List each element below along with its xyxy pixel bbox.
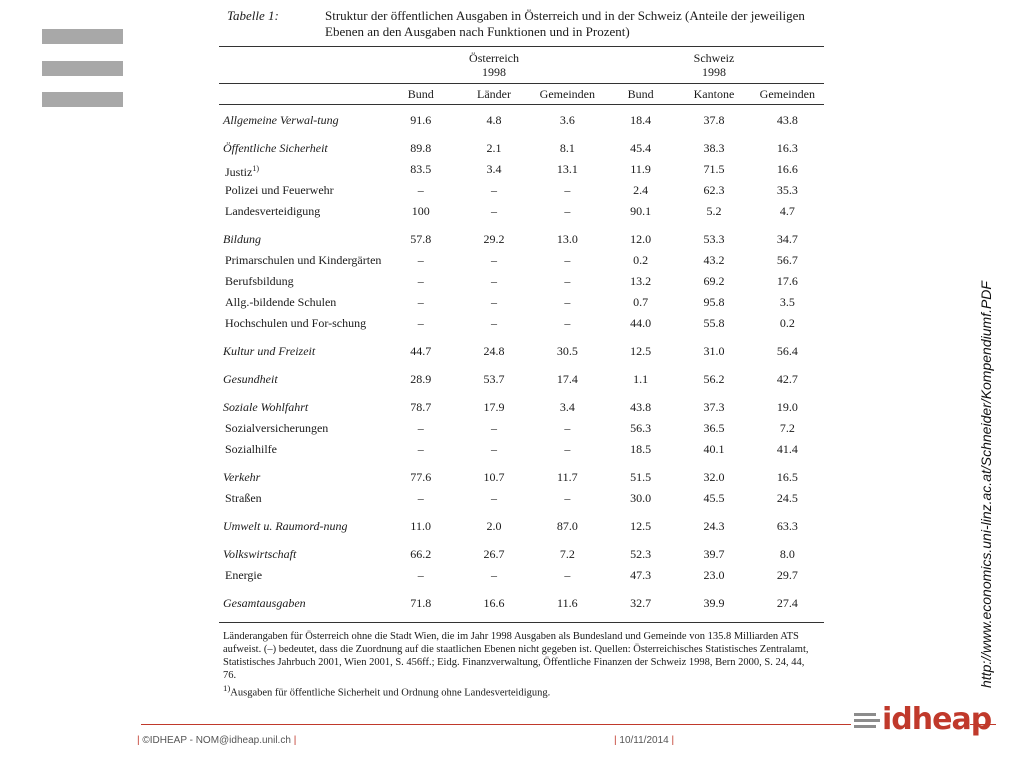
column-header: Bund bbox=[604, 84, 677, 105]
table-cell: 56.3 bbox=[630, 421, 652, 435]
table-cell: 13.0 bbox=[556, 232, 578, 246]
footnote-ref: 1) bbox=[252, 164, 260, 173]
table-cell: – bbox=[564, 274, 571, 288]
table-cell: 51.5 bbox=[630, 470, 652, 484]
menu-bar-1 bbox=[42, 29, 123, 44]
table-cell: 4.8 bbox=[486, 113, 502, 127]
row-label bbox=[219, 336, 384, 364]
table-cell: 31.0 bbox=[703, 344, 725, 358]
group-header-austria bbox=[384, 47, 604, 84]
table-row bbox=[219, 588, 824, 623]
row-label bbox=[219, 315, 384, 336]
table-cell: 45.4 bbox=[630, 141, 652, 155]
swiss-year: 1998 bbox=[702, 65, 726, 79]
table-cell: 1.1 bbox=[633, 372, 649, 386]
row-label bbox=[219, 105, 384, 134]
table-row bbox=[219, 490, 824, 511]
row-label-text: Energie bbox=[225, 568, 263, 582]
table-cell: 24.5 bbox=[776, 491, 798, 505]
table-cell: 55.8 bbox=[703, 316, 725, 330]
table-cell: 53.7 bbox=[483, 372, 505, 386]
table-cell: 30.0 bbox=[630, 491, 652, 505]
column-header: Gemeinden bbox=[751, 84, 824, 105]
table-cell: 83.5 bbox=[410, 162, 432, 176]
column-header: Gemeinden bbox=[531, 84, 604, 105]
column-header: Kantone bbox=[677, 84, 750, 105]
table-cell: 56.7 bbox=[776, 253, 798, 267]
row-label bbox=[219, 203, 384, 224]
table-cell: – bbox=[564, 253, 571, 267]
table-cell: – bbox=[564, 568, 571, 582]
table-body bbox=[219, 105, 824, 623]
row-label-text: Hochschulen und For-schung bbox=[225, 316, 367, 330]
table-cell: 89.8 bbox=[410, 141, 432, 155]
table-cell: 29.2 bbox=[483, 232, 505, 246]
table-cell: 77.6 bbox=[410, 470, 432, 484]
table-row bbox=[219, 161, 824, 182]
table-cell: 12.5 bbox=[630, 344, 652, 358]
table-cell: – bbox=[564, 183, 571, 197]
row-label-text: Polizei und Feuerwehr bbox=[225, 183, 334, 197]
row-label bbox=[219, 364, 384, 392]
row-label-text: Sozialhilfe bbox=[225, 442, 277, 456]
header-corner bbox=[219, 47, 384, 84]
table-cell: 37.8 bbox=[703, 113, 725, 127]
table-cell: 0.2 bbox=[633, 253, 649, 267]
expenditure-table bbox=[219, 46, 824, 623]
table-cell: 24.8 bbox=[483, 344, 505, 358]
table-cell: – bbox=[491, 421, 498, 435]
row-label-text: Bildung bbox=[223, 232, 261, 246]
table-cell: 7.2 bbox=[559, 547, 575, 561]
row-label bbox=[219, 294, 384, 315]
table-container bbox=[219, 8, 824, 700]
table-cell: – bbox=[417, 295, 424, 309]
table-cell: 39.9 bbox=[677, 588, 750, 623]
table-cell: 2.1 bbox=[486, 141, 502, 155]
table-cell: 28.9 bbox=[410, 372, 432, 386]
row-label bbox=[219, 567, 384, 588]
table-cell: 42.7 bbox=[776, 372, 798, 386]
table-cell: 16.6 bbox=[457, 588, 530, 623]
header-label-column bbox=[219, 84, 384, 105]
table-cell: 78.7 bbox=[410, 400, 432, 414]
table-cell: 16.3 bbox=[776, 141, 798, 155]
table-cell: 43.8 bbox=[776, 113, 798, 127]
table-row bbox=[219, 294, 824, 315]
row-label-text: Allgemeine Verwal-tung bbox=[223, 113, 339, 127]
table-row bbox=[219, 203, 824, 224]
table-cell: 10.7 bbox=[483, 470, 505, 484]
table-cell: 23.0 bbox=[703, 568, 725, 582]
table-row bbox=[219, 462, 824, 490]
table-cell: 44.0 bbox=[630, 316, 652, 330]
caption-text: Struktur der öffentlichen Ausgaben in Österreich und in der Schweiz (Anteile der jeweiligen Ebenen an den Ausgaben nach Funktionen und in Prozent) bbox=[325, 8, 805, 39]
table-row bbox=[219, 182, 824, 203]
table-cell: 32.7 bbox=[604, 588, 677, 623]
table-cell: 11.6 bbox=[531, 588, 604, 623]
table-cell: 35.3 bbox=[776, 183, 798, 197]
table-cell: 0.7 bbox=[633, 295, 649, 309]
table-cell: 87.0 bbox=[556, 519, 578, 533]
table-cell: 63.3 bbox=[776, 519, 798, 533]
table-cell: 2.0 bbox=[486, 519, 502, 533]
footnote-text: Länderangaben für Österreich ohne die Stadt Wien, die im Jahr 1998 Ausgaben als Bundesland und Gemeinde von 135.8 Milliarden ATS aufweist. (–) bedeutet, dass die Zuordnung auf die staatlichen Ebenen nicht gegeben ist. Quellen: Österreichisches Statistisches Zentralamt, Statistisches Jahrbuch 2001, Wien 2001, S. 456ff.; Eidg. Finanzverwaltung, Öffentliche Finanzen der Schweiz 1998, Bern 2000, S. 24, 44, 76. bbox=[223, 631, 809, 681]
row-label bbox=[219, 392, 384, 420]
table-row bbox=[219, 336, 824, 364]
table-cell: – bbox=[491, 316, 498, 330]
table-cell: 0.2 bbox=[779, 316, 795, 330]
table-cell: – bbox=[491, 442, 498, 456]
table-cell: 37.3 bbox=[703, 400, 725, 414]
table-cell: 13.1 bbox=[556, 162, 578, 176]
table-cell: 90.1 bbox=[630, 204, 652, 218]
pipe-separator: | bbox=[614, 735, 617, 746]
table-cell: 17.4 bbox=[556, 372, 578, 386]
table-cell: 11.7 bbox=[557, 470, 578, 484]
table-cell: 18.5 bbox=[630, 442, 652, 456]
row-label bbox=[219, 462, 384, 490]
table-cell: 47.3 bbox=[630, 568, 652, 582]
footer-divider bbox=[141, 724, 851, 725]
table-cell: – bbox=[417, 568, 424, 582]
table-cell: 16.5 bbox=[776, 470, 798, 484]
table-cell: 19.0 bbox=[776, 400, 798, 414]
row-label bbox=[219, 161, 384, 182]
row-label-text: Volkswirtschaft bbox=[223, 547, 297, 561]
table-cell: 38.3 bbox=[703, 141, 725, 155]
table-cell: 44.7 bbox=[410, 344, 432, 358]
pipe-separator: | bbox=[671, 735, 675, 746]
table-cell: 13.2 bbox=[630, 274, 652, 288]
pipe-separator: | bbox=[293, 735, 297, 746]
row-label bbox=[219, 133, 384, 161]
table-cell: 3.4 bbox=[486, 162, 502, 176]
row-label bbox=[219, 224, 384, 252]
table-cell: 2.4 bbox=[633, 183, 649, 197]
row-label bbox=[219, 441, 384, 462]
table-cell: 57.8 bbox=[410, 232, 432, 246]
source-url[interactable]: http://www.economics.uni-linz.ac.at/Schneider/Kompendiumf.PDF bbox=[978, 281, 994, 688]
table-cell: 18.4 bbox=[630, 113, 652, 127]
table-cell: 8.0 bbox=[779, 547, 795, 561]
table-cell: 30.5 bbox=[556, 344, 578, 358]
table-cell: 12.0 bbox=[630, 232, 652, 246]
table-cell: – bbox=[564, 442, 571, 456]
table-cell: 95.8 bbox=[703, 295, 725, 309]
table-cell: 56.2 bbox=[703, 372, 725, 386]
table-cell: 24.3 bbox=[703, 519, 725, 533]
table-cell: 53.3 bbox=[703, 232, 725, 246]
table-row bbox=[219, 567, 824, 588]
table-cell: – bbox=[417, 316, 424, 330]
footer-copyright bbox=[137, 735, 296, 746]
row-label-text: Landesverteidigung bbox=[225, 204, 321, 218]
table-cell: 8.1 bbox=[559, 141, 575, 155]
austria-year: 1998 bbox=[482, 65, 507, 79]
austria-label: Österreich bbox=[469, 51, 520, 65]
row-label-text: Kultur und Freizeit bbox=[223, 344, 316, 358]
row-label-text: Primarschulen und Kindergärten bbox=[225, 253, 382, 267]
group-header-swiss bbox=[604, 47, 824, 84]
table-cell: – bbox=[564, 204, 571, 218]
table-cell: – bbox=[417, 421, 424, 435]
table-cell: – bbox=[417, 274, 424, 288]
footnote-second: Ausgaben für öffentliche Sicherheit und Ordnung ohne Landesverteidigung. bbox=[230, 687, 551, 699]
table-cell: – bbox=[417, 253, 424, 267]
table-cell: 3.5 bbox=[779, 295, 795, 309]
table-row bbox=[219, 364, 824, 392]
table-cell: 39.7 bbox=[703, 547, 725, 561]
table-row bbox=[219, 252, 824, 273]
column-header-row bbox=[219, 84, 824, 105]
table-cell: 56.4 bbox=[776, 344, 798, 358]
row-label bbox=[219, 182, 384, 203]
table-cell: – bbox=[417, 491, 424, 505]
row-label-text: Berufsbildung bbox=[225, 274, 294, 288]
row-label-text: Umwelt u. Raumord-nung bbox=[223, 519, 348, 533]
table-cell: 11.0 bbox=[410, 519, 431, 533]
row-label-text: Gesamtausgaben bbox=[223, 596, 306, 610]
table-cell: – bbox=[491, 568, 498, 582]
table-row bbox=[219, 511, 824, 539]
table-cell: – bbox=[491, 253, 498, 267]
row-label bbox=[219, 252, 384, 273]
logo-lines-icon bbox=[854, 713, 880, 728]
table-cell: 7.2 bbox=[779, 421, 795, 435]
column-header: Länder bbox=[457, 84, 530, 105]
table-cell: 71.8 bbox=[384, 588, 457, 623]
table-cell: 36.5 bbox=[703, 421, 725, 435]
table-cell: 5.2 bbox=[706, 204, 722, 218]
table-cell: – bbox=[491, 274, 498, 288]
row-label-text: Allg.-bildende Schulen bbox=[225, 295, 337, 309]
table-cell: 3.6 bbox=[559, 113, 575, 127]
table-row bbox=[219, 392, 824, 420]
table-row bbox=[219, 539, 824, 567]
table-cell: 62.3 bbox=[703, 183, 725, 197]
caption-label: Tabelle 1: bbox=[227, 8, 279, 23]
table-cell: 16.6 bbox=[776, 162, 798, 176]
table-cell: – bbox=[491, 183, 498, 197]
table-cell: 52.3 bbox=[630, 547, 652, 561]
row-label bbox=[219, 539, 384, 567]
table-cell: 17.9 bbox=[483, 400, 505, 414]
table-cell: 11.9 bbox=[630, 162, 651, 176]
pipe-separator: | bbox=[137, 735, 140, 746]
row-label bbox=[219, 273, 384, 294]
table-cell: 32.0 bbox=[703, 470, 725, 484]
table-cell: 29.7 bbox=[776, 568, 798, 582]
table-cell: – bbox=[491, 295, 498, 309]
table-caption bbox=[219, 8, 824, 40]
table-cell: 66.2 bbox=[410, 547, 432, 561]
row-label-text: Verkehr bbox=[223, 470, 261, 484]
table-cell: – bbox=[491, 491, 498, 505]
row-label-text: Öffentliche Sicherheit bbox=[223, 141, 328, 155]
table-cell: – bbox=[417, 183, 424, 197]
table-cell: 17.6 bbox=[776, 274, 798, 288]
table-cell: 69.2 bbox=[703, 274, 725, 288]
table-cell: – bbox=[564, 491, 571, 505]
table-cell: 40.1 bbox=[703, 442, 725, 456]
table-cell: – bbox=[491, 204, 498, 218]
table-row bbox=[219, 315, 824, 336]
table-row bbox=[219, 441, 824, 462]
row-label bbox=[219, 420, 384, 441]
table-row bbox=[219, 105, 824, 134]
table-row bbox=[219, 420, 824, 441]
footnote-mark: 1) bbox=[223, 683, 231, 693]
table-footnote bbox=[219, 623, 824, 700]
table-cell: – bbox=[564, 421, 571, 435]
menu-bar-2 bbox=[42, 61, 123, 76]
row-label bbox=[219, 490, 384, 511]
table-cell: – bbox=[417, 442, 424, 456]
footer-date-text: 10/11/2014 bbox=[619, 735, 669, 746]
row-label bbox=[219, 588, 384, 623]
table-cell: 4.7 bbox=[779, 204, 795, 218]
idheap-logo bbox=[854, 703, 991, 737]
table-row bbox=[219, 133, 824, 161]
table-cell: 100 bbox=[411, 204, 430, 218]
table-row bbox=[219, 224, 824, 252]
logo-text: idheap bbox=[882, 702, 992, 737]
table-cell: 43.8 bbox=[630, 400, 652, 414]
table-cell: – bbox=[564, 295, 571, 309]
table-cell: 27.4 bbox=[751, 588, 824, 623]
table-cell: 43.2 bbox=[703, 253, 725, 267]
table-cell: 26.7 bbox=[483, 547, 505, 561]
group-header-row bbox=[219, 47, 824, 84]
column-header: Bund bbox=[384, 84, 457, 105]
row-label-text: Gesundheit bbox=[223, 372, 278, 386]
footer-copyright-text: ©IDHEAP - NOM@idheap.unil.ch bbox=[142, 735, 291, 746]
row-label bbox=[219, 511, 384, 539]
table-cell: 34.7 bbox=[776, 232, 798, 246]
table-cell: 71.5 bbox=[703, 162, 725, 176]
row-label-text: Justiz bbox=[225, 165, 253, 179]
row-label-text: Sozialversicherungen bbox=[225, 421, 329, 435]
menu-bar-3 bbox=[42, 92, 123, 107]
row-label-text: Soziale Wohlfahrt bbox=[223, 400, 309, 414]
table-cell: 91.6 bbox=[410, 113, 432, 127]
swiss-label: Schweiz bbox=[693, 51, 735, 65]
table-cell: 12.5 bbox=[630, 519, 652, 533]
table-cell: 3.4 bbox=[559, 400, 575, 414]
table-row bbox=[219, 273, 824, 294]
table-cell: 41.4 bbox=[776, 442, 798, 456]
row-label-text: Straßen bbox=[225, 491, 262, 505]
table-cell: 45.5 bbox=[703, 491, 725, 505]
footer-date bbox=[614, 735, 674, 746]
table-cell: – bbox=[564, 316, 571, 330]
